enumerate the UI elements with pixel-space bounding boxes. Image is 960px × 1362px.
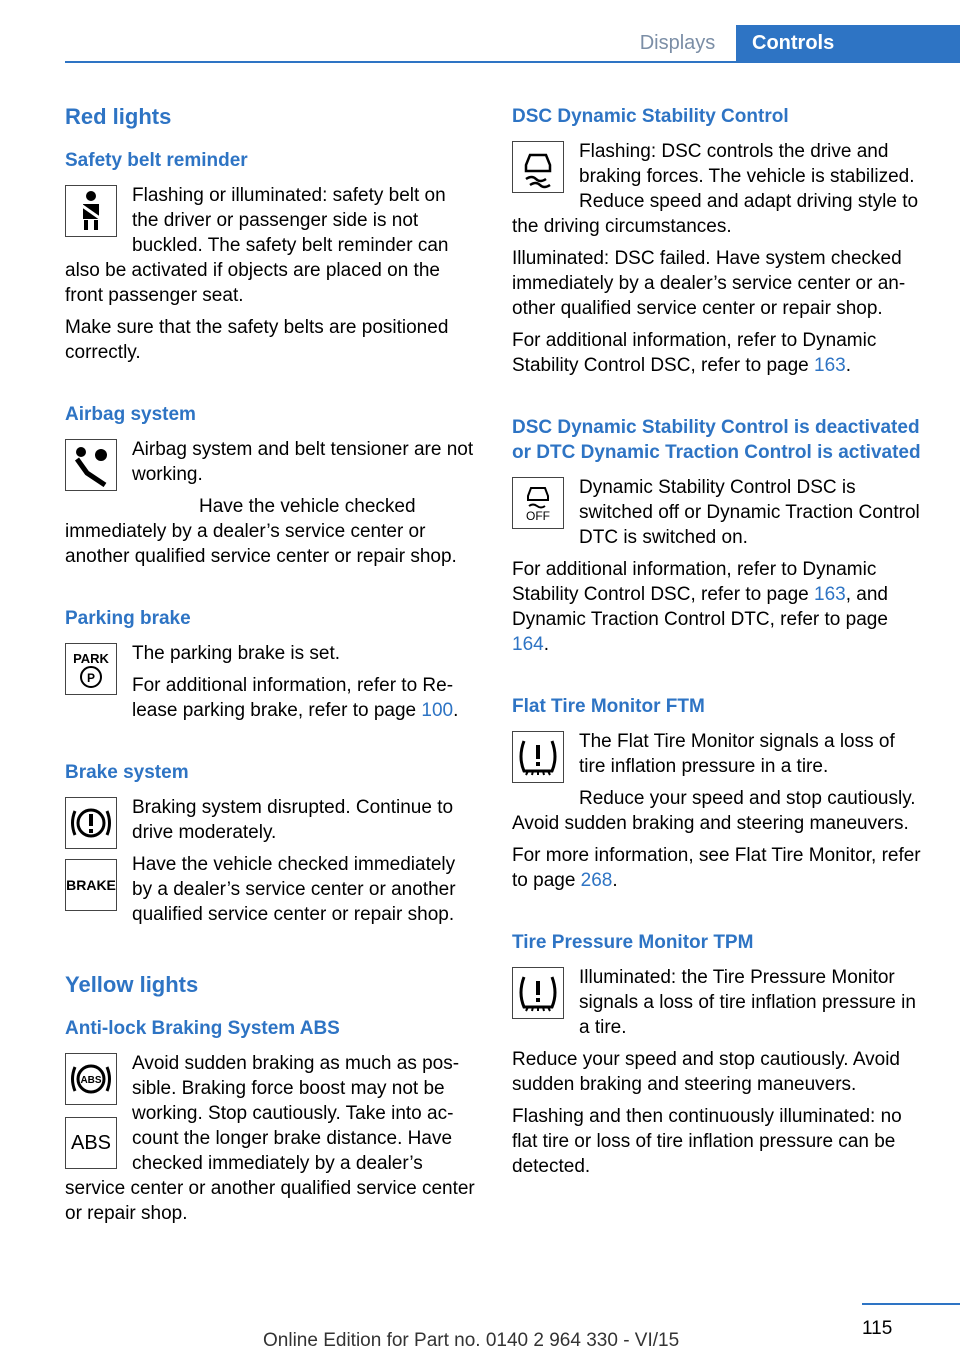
parking-brake-text-2: For additional information, refer to Release parking brake, refer to page 100. bbox=[132, 675, 459, 721]
dsc-off-label: OFF bbox=[526, 509, 550, 523]
ftm-heading: Flat Tire Monitor FTM bbox=[512, 696, 705, 717]
brake-warning-icon bbox=[65, 797, 117, 849]
edition-footer: Online Edition for Part no. 0140 2 964 330 - VI/15 bbox=[263, 1330, 680, 1351]
abs-text-icon: ABS bbox=[65, 1117, 117, 1169]
brake-system-text-1: Braking system disrupted. Continue to drive moderately. bbox=[132, 797, 454, 843]
park-brake-icon bbox=[65, 643, 117, 695]
page-link-164[interactable]: 164 bbox=[512, 634, 544, 655]
dsc-text-2: Illuminated: DSC failed. Have system checked immediately by a dealer’s service center or another qualified service center or repair shop. bbox=[512, 248, 906, 319]
abs-heading: Anti-lock Braking System ABS bbox=[65, 1018, 340, 1039]
tire-pressure-icon bbox=[512, 967, 564, 1019]
ftm-text-1: The Flat Tire Monitor signals a loss of tire inflation pressure in a tire. bbox=[579, 731, 895, 777]
dsc-off-text-1: Dynamic Stability Control DSC is switched off or Dynamic Traction Control DTC is switched on. bbox=[579, 477, 920, 548]
page-link-163[interactable]: 163 bbox=[814, 355, 846, 376]
abs-circle-icon bbox=[65, 1053, 117, 1105]
airbag-text-1: Airbag system and belt tensioner are not working. bbox=[132, 439, 474, 485]
airbag-text-2: Have the vehicle checked immediately by a dealer’s service center or another qualified service center or repair shop. bbox=[65, 496, 457, 567]
footer-rule bbox=[862, 1303, 960, 1305]
dsc-off-icon bbox=[512, 477, 564, 529]
svg-text:P: P bbox=[86, 671, 96, 685]
tpm-text-3: Flashing and then continuously illuminated: no flat tire or loss of tire inflation pressure can be detected. bbox=[512, 1106, 902, 1177]
page-link-163b[interactable]: 163 bbox=[814, 584, 846, 605]
tire-pressure-icon bbox=[512, 731, 564, 783]
tab-displays[interactable]: Displays bbox=[639, 32, 716, 54]
airbag-icon bbox=[65, 439, 117, 491]
dsc-text-1: Flashing: DSC controls the drive and braking forces. The vehicle is stabilized. Reduce speed and adapt driving style to the driving circumstances. bbox=[512, 141, 919, 237]
page-link-268[interactable]: 268 bbox=[580, 870, 613, 891]
tab-controls[interactable]: Controls bbox=[736, 25, 960, 61]
parking-brake-text-1: The parking brake is set. bbox=[132, 643, 341, 664]
page-number: 115 bbox=[862, 1318, 893, 1339]
brake-text-icon: BRAKE bbox=[65, 859, 117, 911]
tpm-text-2: Reduce your speed and stop cautiously. Avoid sudden braking and steering maneuvers. bbox=[512, 1049, 900, 1095]
dsc-heading: DSC Dynamic Stability Control bbox=[512, 106, 789, 127]
dsc-off-text-2: For additional information, refer to Dynamic Stability Control DSC, refer to page 163, and Dynamic Traction Control DTC, refer to page 164. bbox=[512, 559, 888, 655]
svg-text:PARK: PARK bbox=[73, 651, 109, 666]
yellow-lights-heading: Yellow lights bbox=[65, 972, 199, 997]
right-column bbox=[512, 104, 924, 1186]
red-lights-heading: Red lights bbox=[65, 104, 172, 129]
parking-brake-heading: Parking brake bbox=[65, 608, 191, 629]
svg-text:ABS: ABS bbox=[80, 1075, 102, 1086]
page-link-100[interactable]: 100 bbox=[421, 700, 454, 721]
safety-belt-text-1: Flashing or illuminated: safety belt on the driver or passenger side is not buckled. The safety belt reminder can also be activated if objects are placed on the front passenger seat. bbox=[65, 185, 449, 306]
abs-text: Avoid sudden braking as much as possible. Braking force boost may not be working. Stop cautiously. Take into account the longer brake distance. Have checked immediately by a dealer’s service center or another qualified service center or repair shop. bbox=[65, 1053, 475, 1224]
safety-belt-heading: Safety belt reminder bbox=[65, 150, 248, 171]
dsc-off-heading: DSC Dynamic Stability Control is deactivated or DTC Dynamic Traction Control is activated bbox=[512, 417, 921, 463]
seatbelt-icon bbox=[65, 185, 117, 237]
left-column bbox=[65, 100, 477, 1233]
header-rule bbox=[65, 61, 960, 63]
tpm-heading: Tire Pressure Monitor TPM bbox=[512, 932, 754, 953]
brake-system-text-2: Have the vehicle checked immediately by a dealer’s service center or another qualified service center or repair shop. bbox=[132, 854, 456, 925]
tpm-text-1: Illuminated: the Tire Pressure Monitor signals a loss of tire inflation pressure in a tire. bbox=[579, 967, 916, 1038]
brake-system-heading: Brake system bbox=[65, 762, 189, 783]
airbag-heading: Airbag system bbox=[65, 404, 196, 425]
safety-belt-text-2: Make sure that the safety belts are positioned correctly. bbox=[65, 317, 449, 363]
ftm-text-3: For more information, see Flat Tire Monitor, refer to page 268. bbox=[512, 845, 921, 891]
ftm-text-2: Reduce your speed and stop cautiously. Avoid sudden braking and steering maneuvers. bbox=[512, 788, 916, 834]
dsc-text-3: For additional information, refer to Dynamic Stability Control DSC, refer to page 163. bbox=[512, 330, 877, 376]
dsc-icon bbox=[512, 141, 564, 193]
